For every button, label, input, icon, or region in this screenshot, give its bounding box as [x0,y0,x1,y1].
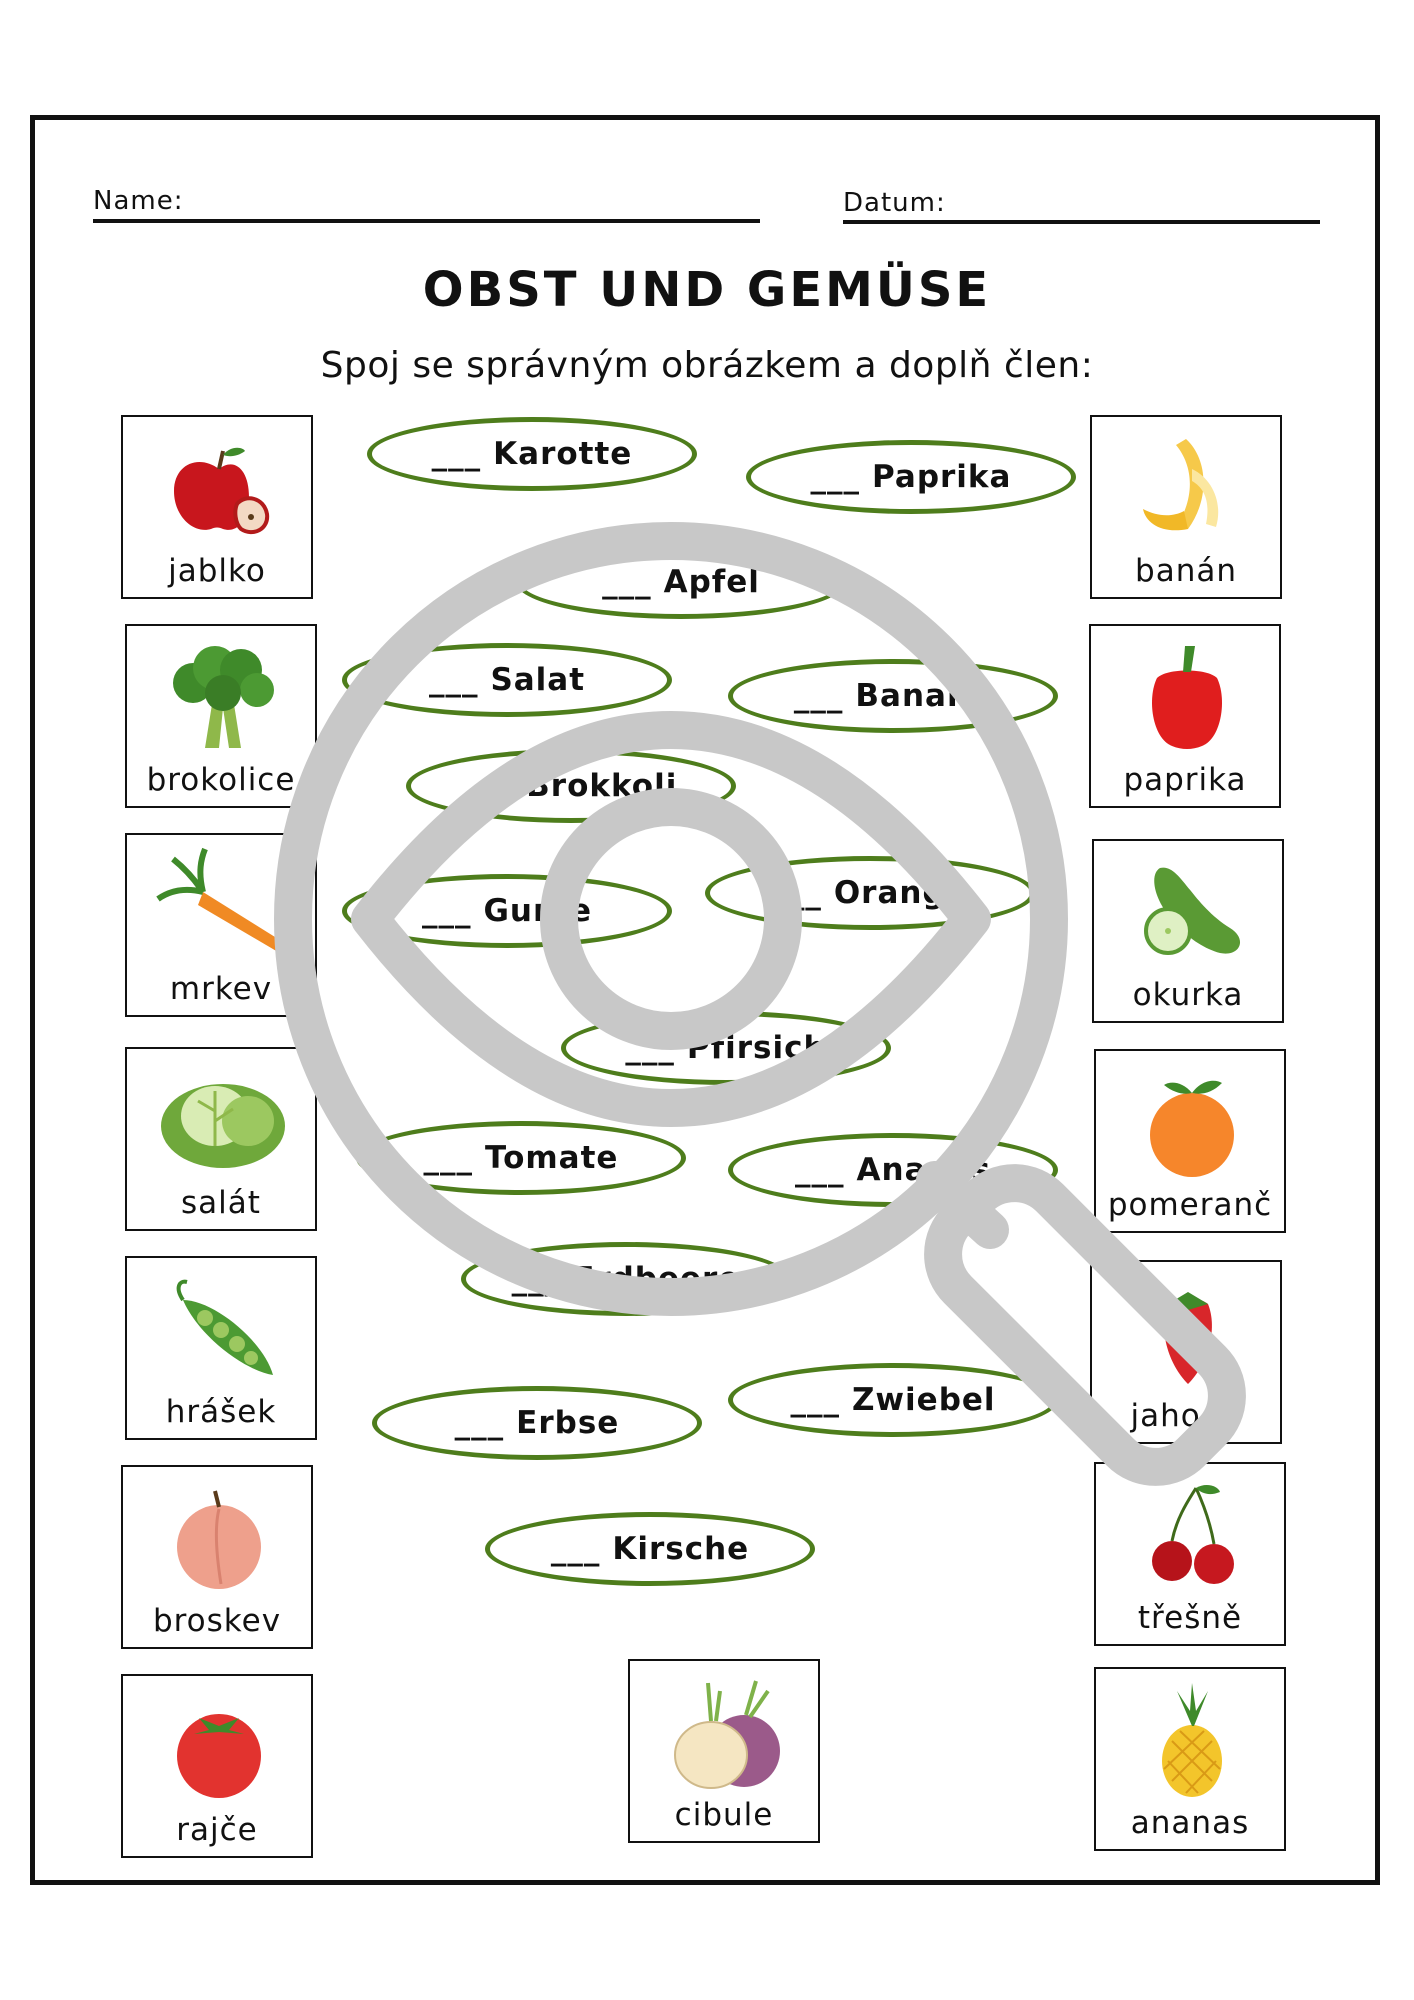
card-banan[interactable] [1090,415,1282,599]
orange-icon [1122,1063,1262,1181]
card-label: hrášek [165,1394,277,1430]
card-okurka[interactable] [1092,839,1284,1023]
word-label: Ananas [856,1152,991,1188]
blank-line[interactable]: ___ [431,436,482,472]
card-label: jablko [168,553,266,589]
carrot-icon [153,847,293,965]
word-label: Orange [833,875,968,911]
date-label: Datum: [843,188,946,218]
word-label: Paprika [872,459,1012,495]
blank-line[interactable]: ___ [421,893,472,929]
word-pill-kirsche[interactable] [485,1512,815,1586]
word-label: Erbse [516,1405,620,1441]
blank-line[interactable]: ___ [795,1152,845,1188]
peach-icon [149,1479,289,1597]
word-pill-karotte[interactable] [367,417,697,491]
word-pill-apfel[interactable] [516,545,846,619]
card-label: cibule [674,1797,774,1833]
card-label: jahoda [1130,1398,1242,1434]
word-pill-paprika[interactable] [746,440,1076,514]
word-label: Zwiebel [851,1382,996,1418]
card-label: paprika [1123,762,1247,798]
card-pomeranc[interactable] [1094,1049,1286,1233]
apple-icon [149,429,289,547]
name-line[interactable] [93,219,760,223]
card-label: třešně [1137,1600,1243,1636]
card-broskev[interactable] [121,1465,313,1649]
word-pill-gurke[interactable] [342,874,672,948]
word-pill-erbse[interactable] [372,1386,702,1460]
cherries-icon [1122,1476,1262,1594]
bell-pepper-icon [1117,638,1257,756]
word-label: Erdbeere [573,1261,741,1297]
blank-line[interactable]: ___ [454,1405,505,1441]
onion-icon [656,1673,796,1791]
blank-line[interactable]: ___ [810,459,861,495]
blank-line[interactable]: ___ [625,1030,675,1066]
word-label: Salat [490,662,586,698]
blank-line[interactable]: ___ [428,662,479,698]
card-label: rajče [176,1812,258,1848]
word-label: Banane [855,678,993,714]
blank-line[interactable]: ___ [464,768,515,804]
card-hrasek[interactable] [125,1256,317,1440]
cucumber-icon [1120,853,1260,971]
blank-line[interactable]: ___ [793,678,844,714]
card-label: broskev [152,1603,282,1639]
card-label: okurka [1132,977,1244,1013]
card-cibule[interactable] [628,1659,820,1843]
word-label: Kirsche [612,1531,750,1567]
card-rajce[interactable] [121,1674,313,1858]
date-line[interactable] [843,220,1320,224]
card-ananas[interactable] [1094,1667,1286,1851]
word-pill-tomate[interactable] [356,1121,686,1195]
card-label: salát [181,1185,261,1221]
banana-icon [1118,429,1258,547]
broccoli-icon [153,638,293,756]
card-label: brokolice [146,762,296,798]
tomato-icon [149,1688,289,1806]
word-label: Tomate [485,1140,619,1176]
blank-line[interactable]: ___ [772,875,822,911]
instruction-text: Spoj se správným obrázkem a doplň člen: [320,345,1094,386]
pea-pod-icon [153,1270,293,1388]
card-label: ananas [1130,1805,1250,1841]
word-pill-orange[interactable] [705,856,1035,930]
blank-line[interactable]: ___ [511,1261,562,1297]
card-label: banán [1135,553,1237,589]
word-pill-pfirsich[interactable] [561,1011,891,1085]
word-label: Pfirsich [686,1030,827,1066]
strawberry-icon [1118,1274,1258,1392]
card-tresne[interactable] [1094,1462,1286,1646]
blank-line[interactable]: ___ [550,1531,601,1567]
card-paprika[interactable] [1089,624,1281,808]
card-jahoda[interactable] [1090,1260,1282,1444]
word-label: Karotte [493,436,633,472]
word-pill-ananas[interactable] [728,1133,1058,1207]
card-brokolice[interactable] [125,624,317,808]
blank-line[interactable]: ___ [423,1140,474,1176]
word-label: Apfel [663,564,760,600]
blank-line[interactable]: ___ [790,1382,840,1418]
card-salat[interactable] [125,1047,317,1231]
card-mrkev[interactable] [125,833,317,1017]
lettuce-icon [153,1061,293,1179]
word-pill-banane[interactable] [728,659,1058,733]
word-pill-brokkoli[interactable] [406,749,736,823]
blank-line[interactable]: ___ [602,564,652,600]
card-jablko[interactable] [121,415,313,599]
card-label: pomeranč [1107,1187,1273,1223]
word-pill-erdbeere[interactable] [461,1242,791,1316]
word-pill-zwiebel[interactable] [728,1363,1058,1437]
pineapple-icon [1122,1681,1262,1799]
name-label: Name: [93,186,184,216]
word-label: Brokkoli [526,768,678,804]
word-pill-salat[interactable] [342,643,672,717]
card-label: mrkev [169,971,273,1007]
word-label: Gurke [483,893,593,929]
page-title: OBST UND GEMÜSE [422,262,992,318]
